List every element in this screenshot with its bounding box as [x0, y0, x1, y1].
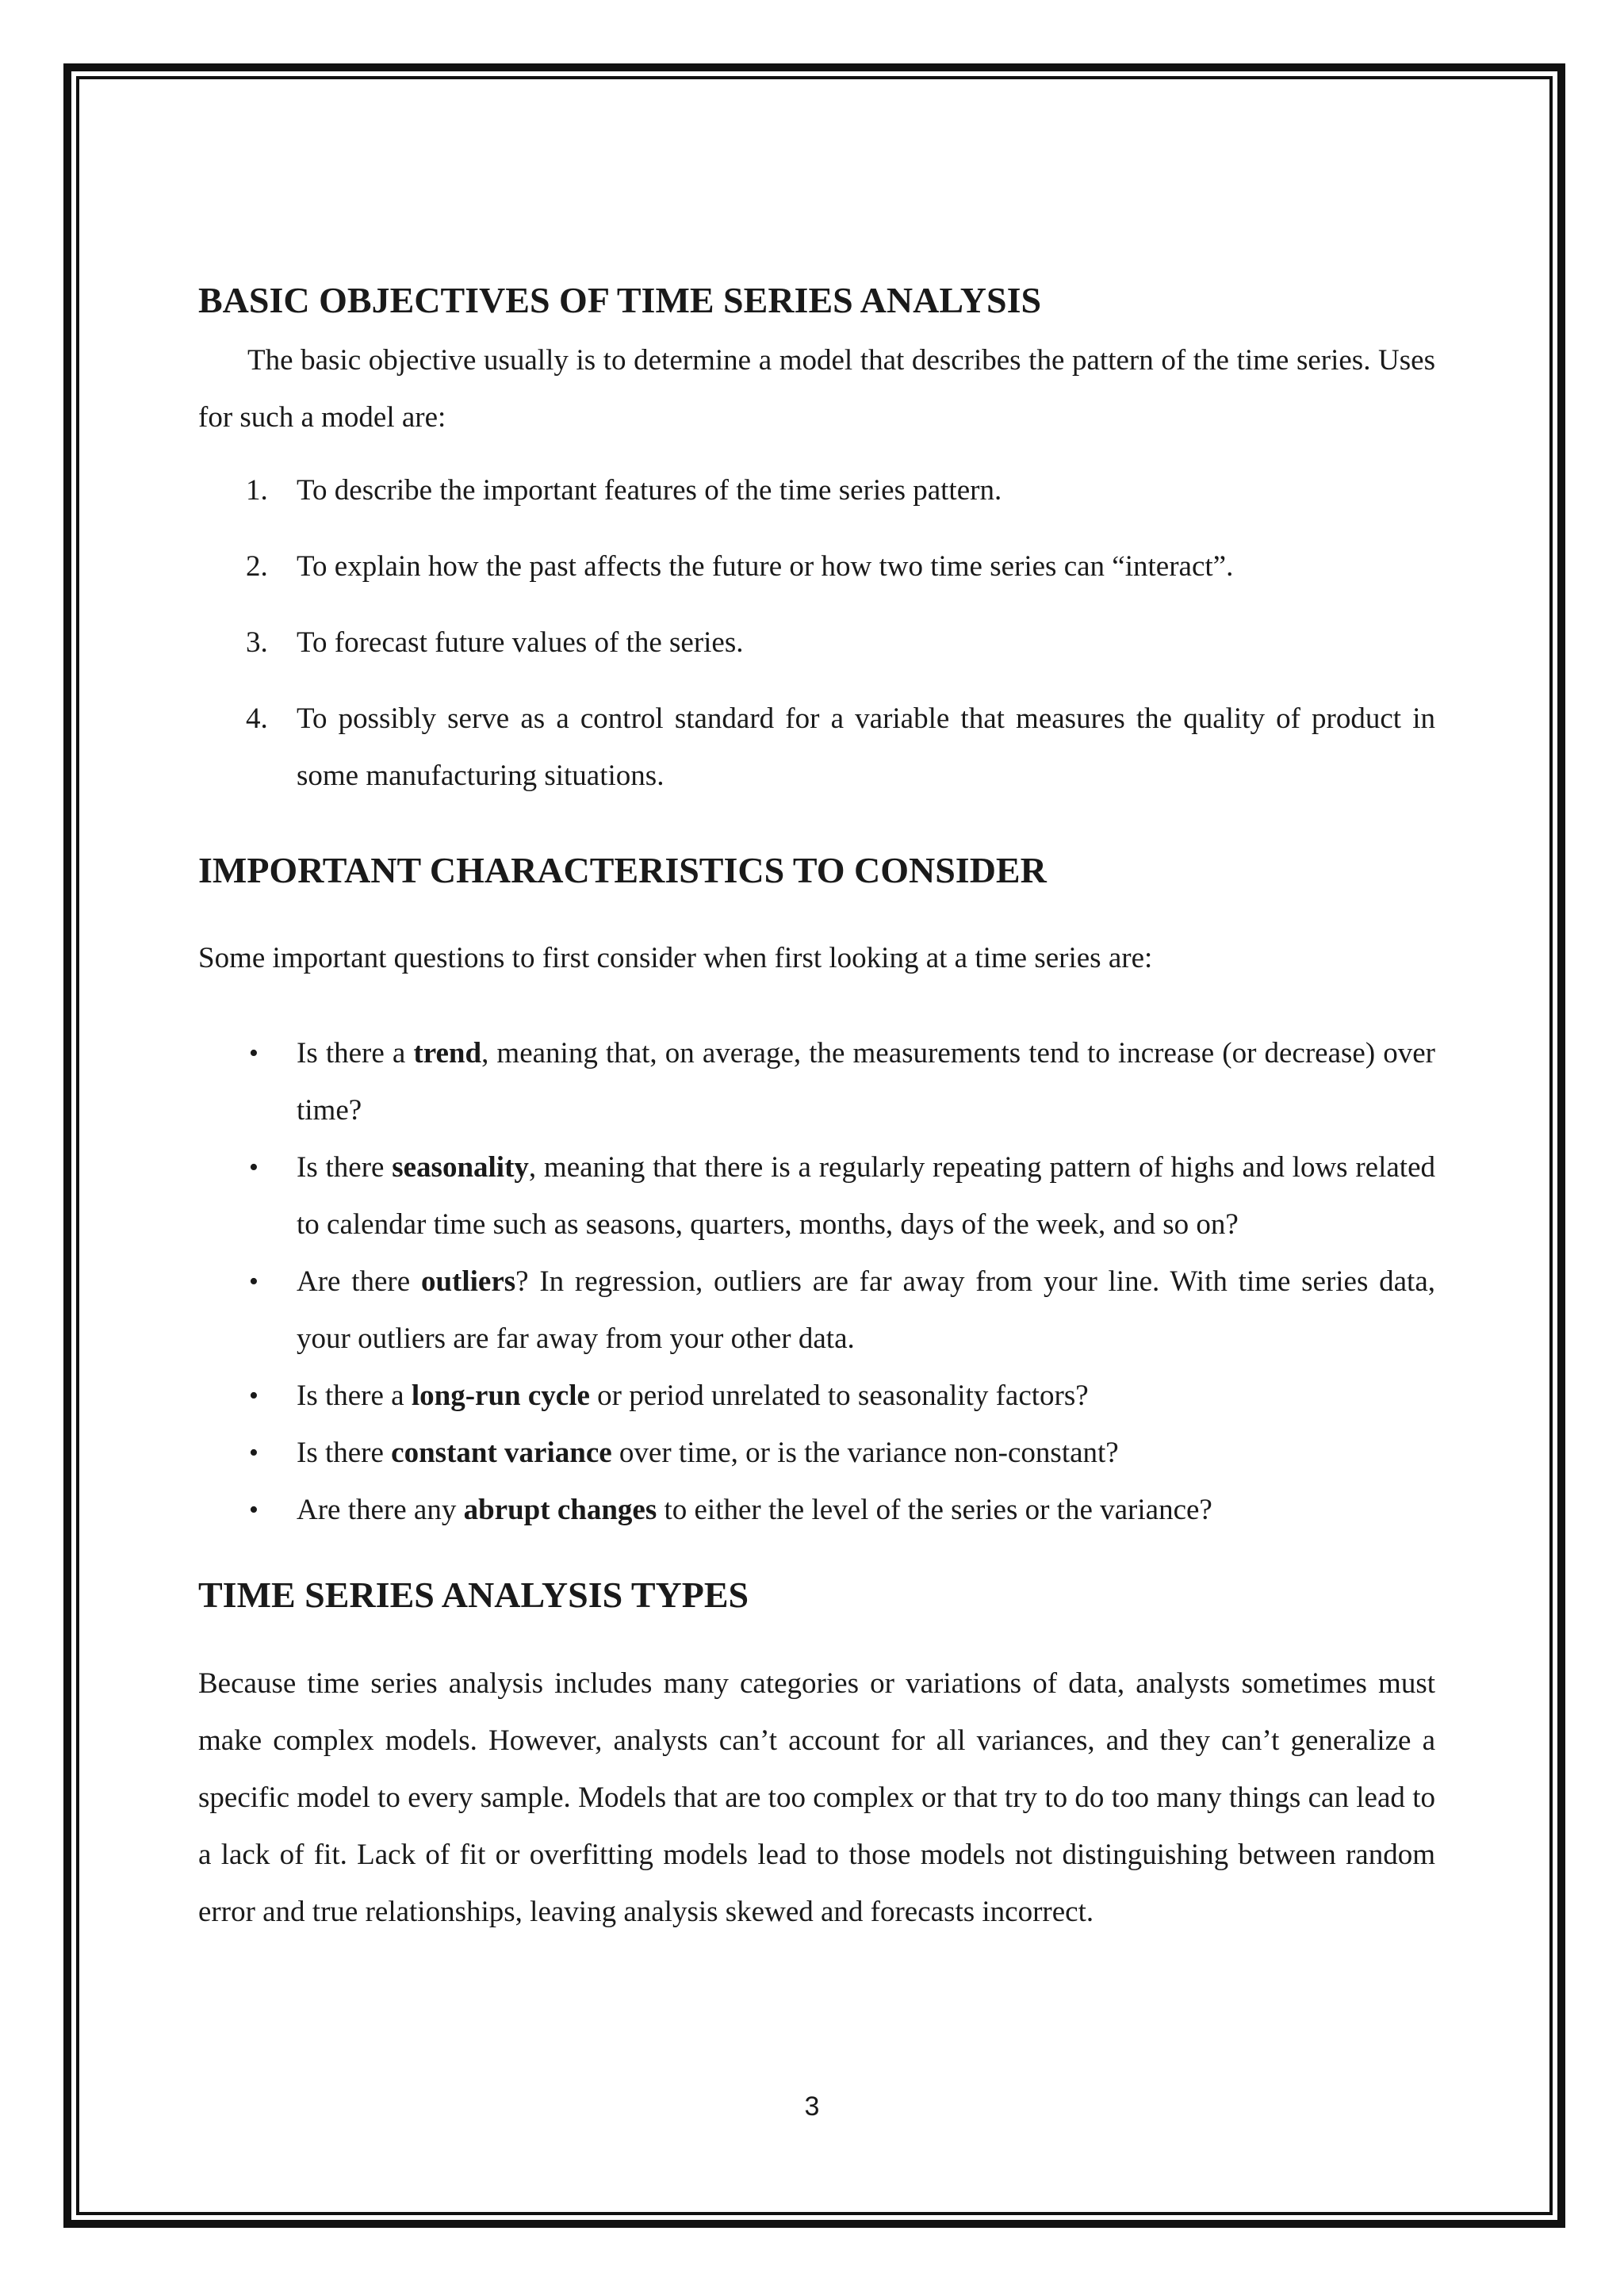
objectives-intro: The basic objective usually is to determine a model that describes the pattern of the time series. Uses for such a model are: [198, 343, 1435, 434]
bullet-pre: Is there a [297, 1037, 414, 1070]
bullet-keyword: long-run cycle [411, 1380, 590, 1413]
page-number: 3 [804, 2091, 820, 2122]
bullet-keyword: seasonality [392, 1151, 529, 1184]
bullet-post: over time, or is the variance non-constant? [611, 1437, 1119, 1470]
objectives-list [198, 462, 1435, 805]
list-item [198, 1425, 1435, 1482]
list-item [198, 1368, 1435, 1425]
list-item [198, 1025, 1435, 1139]
bullet-keyword: abrupt changes [463, 1494, 657, 1527]
list-item-text: To describe the important features of the time series pattern. [297, 473, 1002, 507]
bullet-post: ? In regression, outliers are far away from your line. With time series data, your outliers are far away from your other data. [297, 1265, 1435, 1356]
bullet-icon: • [249, 1438, 259, 1468]
bullet-keyword: outliers [420, 1265, 516, 1299]
list-item [198, 1482, 1435, 1539]
bullet-pre: Is there [297, 1151, 393, 1184]
list-item-text: To forecast future values of the series. [297, 626, 744, 659]
list-item-text: To explain how the past affects the future or how two time series can “interact”. [297, 549, 1234, 583]
bullet-pre: Is there a [297, 1380, 412, 1413]
bullet-pre: Are there [297, 1265, 421, 1299]
list-item [198, 1253, 1435, 1368]
list-item [198, 691, 1435, 805]
list-number: 3. [246, 626, 268, 659]
bullet-post: or period unrelated to seasonality factors? [589, 1380, 1089, 1413]
bullet-post: , meaning that, on average, the measurements tend to increase (or decrease) over time? [297, 1037, 1435, 1127]
section-heading-objectives: BASIC OBJECTIVES OF TIME SERIES ANALYSIS [198, 280, 1042, 320]
bullet-pre: Are there any [297, 1494, 464, 1527]
bullet-post: to either the level of the series or the variance? [657, 1494, 1212, 1527]
list-number: 1. [246, 473, 268, 507]
list-item [198, 462, 1435, 519]
list-number: 2. [246, 549, 268, 583]
list-item [198, 614, 1435, 672]
bullet-pre: Is there [297, 1437, 392, 1470]
list-item [198, 1139, 1435, 1253]
characteristics-intro: Some important questions to first consider when first looking at a time series are: [198, 942, 1153, 975]
list-item-text: To possibly serve as a control standard for a variable that measures the quality of product in some manufacturing situations. [297, 702, 1435, 792]
section-heading-types: TIME SERIES ANALYSIS TYPES [198, 1575, 749, 1616]
bullet-icon: • [249, 1039, 259, 1069]
bullet-keyword: constant variance [391, 1437, 612, 1470]
bullet-icon: • [249, 1381, 259, 1411]
bullet-icon: • [249, 1495, 259, 1525]
list-item [198, 538, 1435, 595]
bullet-keyword: trend [413, 1037, 482, 1070]
bullet-icon: • [249, 1267, 259, 1297]
page-content [198, 281, 1435, 1941]
characteristics-list [198, 1025, 1435, 1539]
bullet-post: , meaning that there is a regularly repeating pattern of highs and lows related to calendar time such as seasons, quarters, months, days of the week, and so on? [297, 1151, 1435, 1242]
section-heading-characteristics: IMPORTANT CHARACTERISTICS TO CONSIDER [198, 849, 1047, 890]
types-body: Because time series analysis includes many categories or variations of data, analysts sometimes must make complex models. However, analysts can’t account for all variances, and they can’t generalize a specific model to every sample. Models that are too complex or that try to do too many things can lead to a lack of fit. Lack of fit or overfitting models lead to those models not distinguishing between random error and true relationships, leaving analysis skewed and forecasts incorrect. [198, 1667, 1435, 1928]
list-number: 4. [246, 702, 268, 735]
bullet-icon: • [249, 1153, 259, 1183]
